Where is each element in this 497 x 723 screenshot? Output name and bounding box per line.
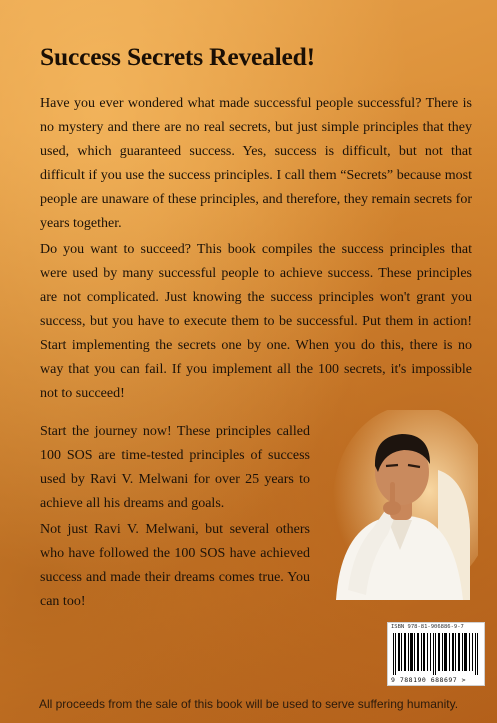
barcode-number: 9 788190 688697 > <box>391 676 467 684</box>
isbn-barcode <box>387 622 485 686</box>
barcode-bars <box>391 633 481 675</box>
cover-title: Success Secrets Revealed! <box>40 42 315 71</box>
author-photo <box>318 410 478 600</box>
paragraph-others: Not just Ravi V. Melwani, but several others who have followed the 100 SOS have achieved success and made their dreams comes true. You can too! <box>40 522 310 609</box>
paragraph-book-description: Do you want to succeed? This book compiles the success principles that were used by many successful people to achieve success. These principles are not complicated. Just knowing the success principles won't grant you success, but you have to execute them to be successful. Put them in action! Start implementing the secrets one by one. When you do this, there is no way that you can fail. If you implement all the 100 secrets, it's impossible not to succeed! <box>40 242 472 401</box>
isbn-label: ISBN 978-81-906886-9-7 <box>391 624 464 630</box>
footer-note: All proceeds from the sale of this book will be used to serve suffering humanity. <box>38 697 459 711</box>
paragraph-intro: Have you ever wondered what made successful people successful? There is no mystery and there are no real secrets, but just simple principles that they used, which guaranteed success. Yes, success is difficult, but not that difficult if you use the success principles. I call them “Secrets” because most people are unaware of these principles, and therefore, they remain secrets for years together. <box>40 96 472 231</box>
paragraph-journey: Start the journey now! These principles called 100 SOS are time-tested principles of success used by Ravi V. Melwani for over 25 years to achieve all his dreams and goals. <box>40 424 310 511</box>
